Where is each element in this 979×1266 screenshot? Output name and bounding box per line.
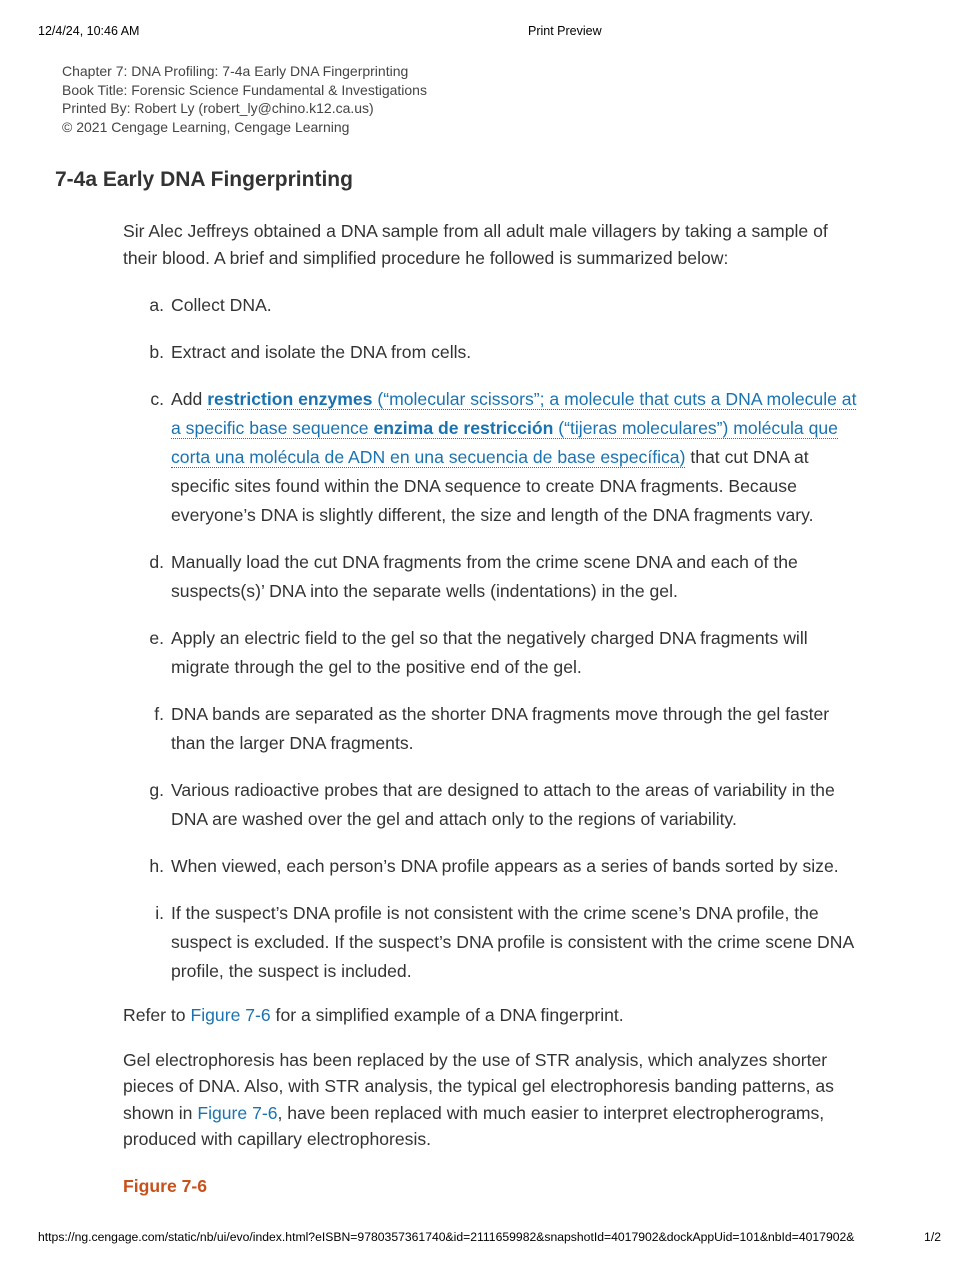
print-header: [38, 24, 941, 40]
list-marker: h.: [149, 856, 164, 876]
article-body: [123, 218, 863, 1199]
list-item: [123, 548, 863, 606]
list-item-text: Collect DNA.: [171, 295, 272, 315]
list-marker: f.: [154, 704, 164, 724]
list-item-text: Various radioactive probes that are designed to attach to the areas of variability in the DNA are washed over the gel and attach only to the regions of variability.: [171, 780, 835, 829]
glossary-term-en: restriction enzymes: [207, 389, 373, 409]
page-url: https://ng.cengage.com/static/nb/ui/evo/index.html?eISBN=9780357361740&id=2111659982&snapshotId=4017902&dockAppUid=101&nbId=4017902&: [38, 1230, 855, 1244]
list-item-post: that cut DNA at specific sites found within the DNA sequence to create DNA fragments. Because everyone’s DNA is slightly different, the size and length of the DNA fragments vary.: [171, 447, 814, 525]
list-item-text: Apply an electric field to the gel so that the negatively charged DNA fragments will migrate through the gel to the positive end of the gel.: [171, 628, 808, 677]
list-marker: e.: [149, 628, 164, 648]
refer-paragraph: [123, 1002, 863, 1029]
list-item-text: Manually load the cut DNA fragments from the crime scene DNA and each of the suspects(s)’ DNA into the separate wells (indentations) in the gel.: [171, 552, 798, 601]
list-item: [123, 776, 863, 834]
chapter-line: Chapter 7: DNA Profiling: 7-4a Early DNA Fingerprinting: [62, 63, 409, 79]
list-marker: c.: [150, 389, 164, 409]
list-marker: d.: [149, 552, 164, 572]
glossary-term-es: enzima de restricción: [373, 418, 554, 438]
gel-post: , have been replaced with much easier to interpret electropherograms, produced with capillary electrophoresis.: [123, 1102, 825, 1149]
figure-label: Figure 7-6: [123, 1175, 208, 1196]
glossary-def-es: (“tijeras moleculares”) molécula que corta una molécula de ADN en una secuencia de base específica): [171, 418, 838, 467]
list-item-text: When viewed, each person’s DNA profile appears as a series of bands sorted by size.: [171, 856, 839, 876]
print-date: 12/4/24, 10:46 AM: [38, 24, 140, 38]
intro-paragraph: Sir Alec Jeffreys obtained a DNA sample from all adult male villagers by taking a sample of their blood. A brief and simplified procedure he followed is summarized below:: [123, 221, 828, 268]
list-item: [123, 624, 863, 682]
list-item-text: Extract and isolate the DNA from cells.: [171, 342, 472, 362]
list-item: [123, 338, 863, 367]
gel-pre: Gel electrophoresis has been replaced by the use of STR analysis, which analyzes shorter pieces of DNA. Also, with STR analysis, the typical gel electrophoresis banding patterns, as shown in: [123, 1049, 834, 1123]
figure-7-6-link[interactable]: Figure 7-6: [190, 1005, 271, 1025]
print-title: Print Preview: [528, 24, 602, 38]
list-item: [123, 852, 863, 881]
list-item: [123, 899, 863, 986]
gel-paragraph: [123, 1047, 863, 1153]
list-item: [123, 291, 863, 320]
list-item: [123, 700, 863, 758]
list-item-pre: Add: [171, 389, 208, 409]
list-item-text: If the suspect’s DNA profile is not consistent with the crime scene’s DNA profile, the suspect is excluded. If the suspect’s DNA profile is consistent with the crime scene DNA profile, the suspect is included.: [171, 903, 854, 981]
section-title: 7-4a Early DNA Fingerprinting: [55, 168, 353, 191]
printed-by-line: Printed By: Robert Ly (robert_ly@chino.k12.ca.us): [62, 100, 374, 116]
list-item-text: DNA bands are separated as the shorter DNA fragments move through the gel faster than the larger DNA fragments.: [171, 704, 830, 753]
page-number: 1/2: [924, 1230, 941, 1244]
book-title-line: Book Title: Forensic Science Fundamental & Investigations: [62, 81, 427, 98]
list-item: [123, 385, 863, 530]
list-marker: i.: [155, 903, 164, 923]
refer-pre: Refer to: [123, 1005, 191, 1025]
book-metadata: [62, 62, 427, 136]
procedure-list: [123, 291, 863, 986]
list-marker: b.: [149, 342, 164, 362]
refer-post: for a simplified example of a DNA fingerprint.: [270, 1005, 624, 1025]
list-marker: a.: [149, 295, 164, 315]
glossary-def-en: (“molecular scissors”; a molecule that cuts a DNA molecule at a specific base sequence: [171, 389, 857, 438]
figure-7-6-link[interactable]: Figure 7-6: [197, 1102, 278, 1123]
list-marker: g.: [149, 780, 164, 800]
copyright-line: © 2021 Cengage Learning, Cengage Learning: [62, 118, 350, 135]
